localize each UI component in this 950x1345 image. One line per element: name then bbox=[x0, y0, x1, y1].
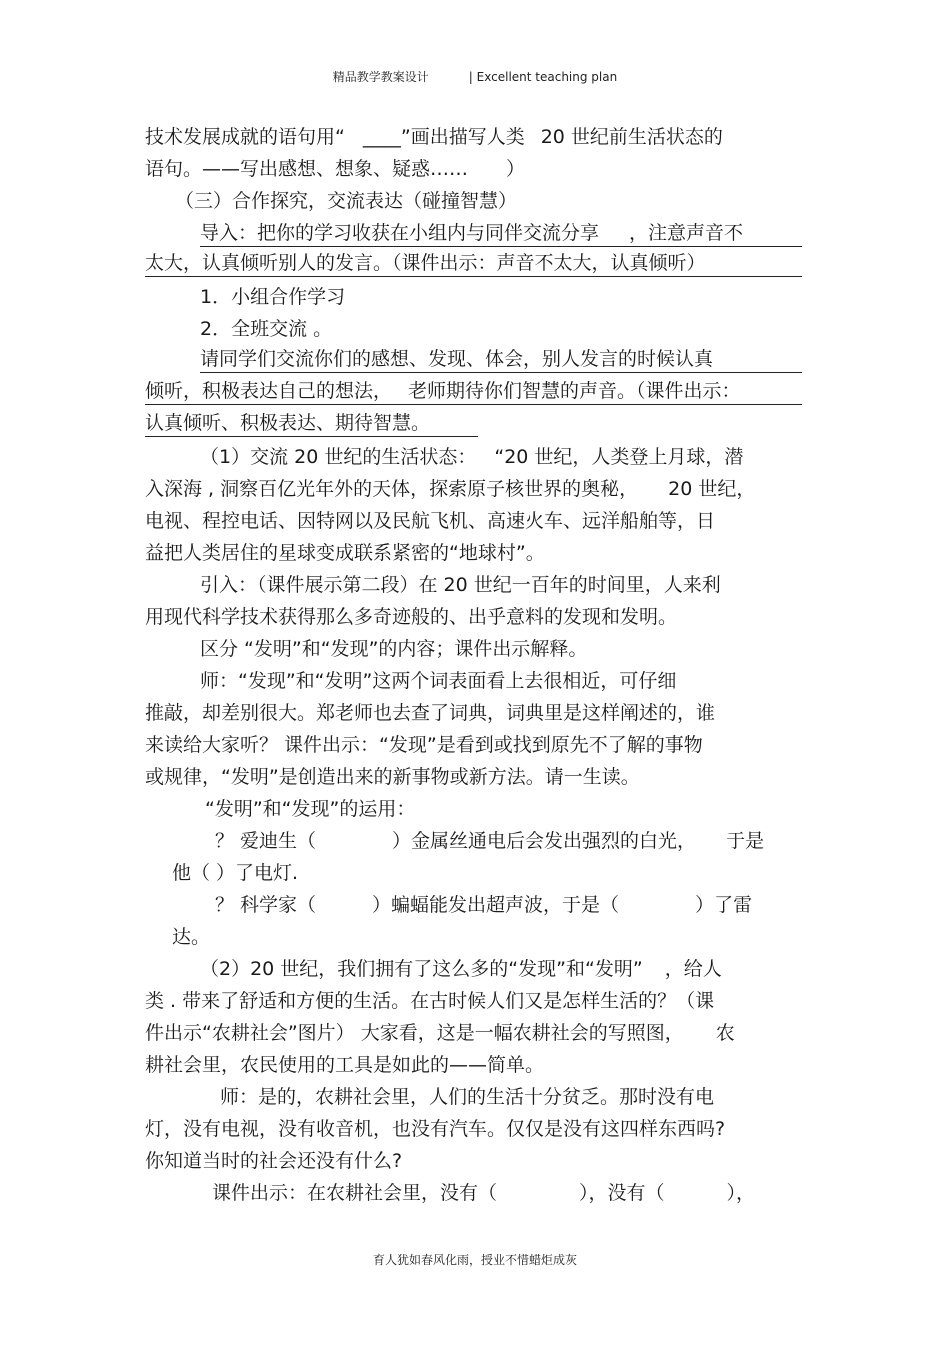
text-line: 师：是的，农耕社会里，人们的生活十分贫乏。那时没有电 bbox=[220, 1086, 715, 1108]
text-line: 推敲，却差别很大。郑老师也去查了词典，词典里是这样阐述的，谁 bbox=[145, 702, 716, 724]
list-item: 1．小组合作学习 bbox=[200, 286, 346, 308]
list-item: 2．全班交流 。 bbox=[200, 318, 333, 340]
text-line: 类 . 带来了舒适和方便的生活。在古时候人们又是怎样生活的？（课 bbox=[145, 990, 715, 1012]
text-line: 入深海 , 洞察百亿光年外的天体，探索原子核世界的奥秘， 20 世纪， bbox=[145, 478, 756, 500]
text-line: （1）交流 20 世纪的生活状态： “20 世纪，人类登上月球，潜 bbox=[200, 446, 744, 468]
text-line: （2）20 世纪，我们拥有了这么多的“发现”和“发明” ，给人 bbox=[200, 958, 722, 980]
text-line: 你知道当时的社会还没有什么? bbox=[145, 1150, 403, 1172]
text-line: 益把人类居住的星球变成联系紧密的“地球村”。 bbox=[145, 542, 545, 564]
header-left-text: 精品教学教案设计 bbox=[332, 70, 429, 84]
text-line: 导入：把你的学习收获在小组内与同伴交流分享 ，注意声音不 bbox=[200, 220, 802, 247]
text-line: 引入：（课件展示第二段）在 20 世纪一百年的时间里，人来利 bbox=[200, 574, 721, 596]
exercise-item: ？ 爱迪生（ ）金属丝通电后会发出强烈的白光， 于是 bbox=[215, 830, 765, 852]
text-line: 或规律，“发明”是创造出来的新事物或新方法。请一生读。 bbox=[145, 766, 640, 788]
text-line: 太大，认真倾听别人的发言。（课件出示：声音不太大，认真倾听） bbox=[145, 250, 802, 277]
text-line: 请同学们交流你们的感想、发现、体会，别人发言的时候认真 bbox=[200, 346, 802, 373]
exercise-item: 达。 bbox=[172, 926, 211, 948]
text-line: 来读给大家听？ 课件出示：“发现”是看到或找到原先不了解的事物 bbox=[145, 734, 703, 756]
text-line: 电视、程控电话、因特网以及民航飞机、高速火车、远洋船舶等，日 bbox=[145, 510, 716, 532]
header-right-text: | Excellent teaching plan bbox=[468, 70, 618, 84]
text-line: 课件出示：在农耕社会里，没有（ ），没有（ ）， bbox=[212, 1182, 756, 1204]
text-line: 倾听，积极表达自己的想法， 老师期待你们智慧的声音。（课件出示： bbox=[145, 378, 802, 405]
section-heading: （三）合作探究，交流表达（碰撞智慧） bbox=[175, 190, 518, 212]
text-line: 耕社会里，农民使用的工具是如此的——简单。 bbox=[145, 1054, 545, 1076]
text-line: 技术发展成就的语句用“ ____”画出描写人类 20 世纪前生活状态的 bbox=[145, 126, 723, 148]
text-line: 件出示“农耕社会”图片） 大家看，这是一幅农耕社会的写照图， 农 bbox=[145, 1022, 735, 1044]
text-line: 灯，没有电视，没有收音机，也没有汽车。仅仅是没有这四样东西吗? bbox=[145, 1118, 726, 1140]
page-footer: 育人犹如春风化雨，授业不惜蜡炬成灰 bbox=[372, 1253, 577, 1267]
text-line: “发明”和“发现”的运用： bbox=[205, 798, 416, 820]
text-line: 语句。——写出感想、想象、疑惑…… ） bbox=[145, 158, 526, 180]
text-line: 用现代科学技术获得那么多奇迹般的、出乎意料的发现和发明。 bbox=[145, 606, 678, 628]
exercise-item: ？ 科学家（ ）蝙蝠能发出超声波，于是（ ）了雷 bbox=[215, 894, 753, 916]
exercise-item: 他（ ）了电灯. bbox=[172, 862, 299, 884]
text-line: 认真倾听、积极表达、期待智慧。 bbox=[145, 410, 478, 437]
text-line: 区分 “发明”和“发现”的内容；课件出示解释。 bbox=[200, 638, 588, 660]
text-line: 师：“发现”和“发明”这两个词表面看上去很相近，可仔细 bbox=[200, 670, 677, 692]
page-header bbox=[0, 68, 950, 85]
